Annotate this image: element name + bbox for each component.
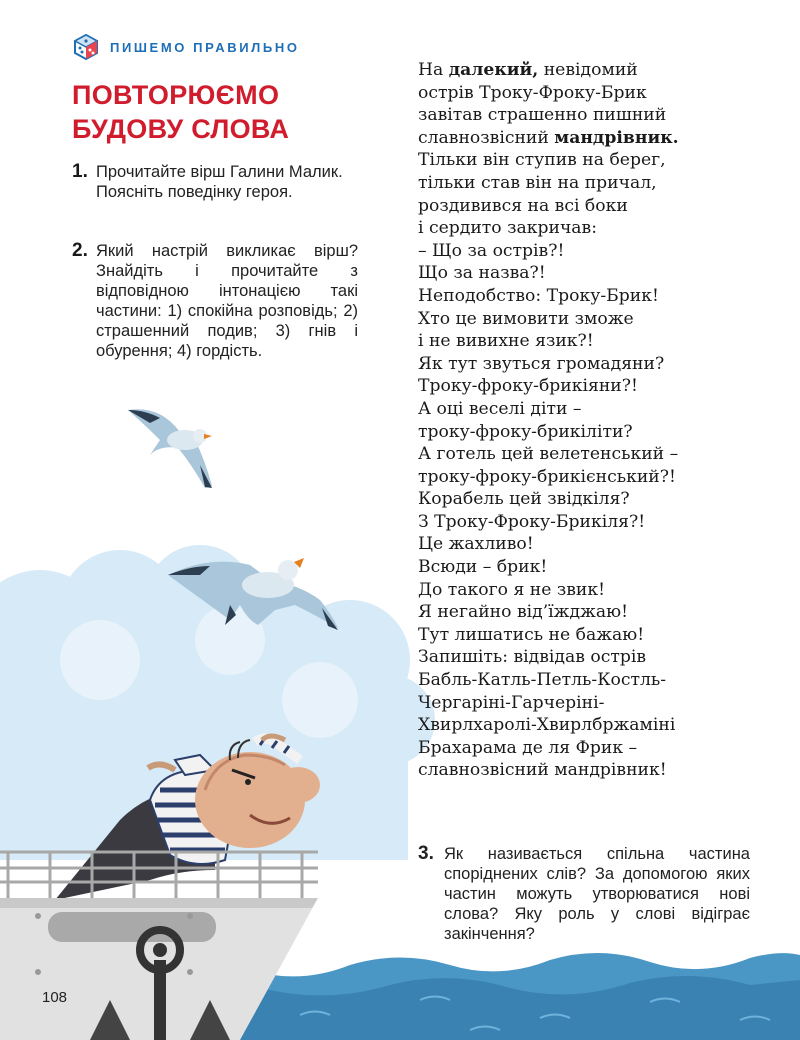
task-text: Як називається спільна частина споріднених слів? За допомогою яких частин можуть утворюватися нові слова? Яку роль у слові відіграє закінчення? — [444, 845, 750, 943]
section-label-text: ПИШЕМО ПРАВИЛЬНО — [110, 39, 300, 55]
page-title-line: ПОВТОРЮЄМО — [72, 80, 280, 110]
poem-text: На — [418, 60, 449, 80]
poem-line: Всюди – брик! — [418, 557, 548, 578]
poem-emphasis: далекий, — [448, 60, 539, 80]
poem-line — [418, 127, 679, 150]
poem-line: славнозвісний мандрівник! — [418, 760, 667, 781]
poem-line: Це жахливо! — [418, 534, 534, 555]
poem-line: Бабль-Катль-Петль-Костль- — [418, 670, 667, 691]
poem-line: Я негайно від’їжджаю! — [418, 602, 628, 623]
poem-line: Тільки він ступив на берег, — [418, 150, 666, 171]
poem-line — [418, 59, 679, 82]
poem-line: Хвирлхаролі-Хвирлбржаміні — [418, 715, 676, 736]
task-number: 3. — [418, 843, 434, 864]
poem-line: і сердито закричав: — [418, 218, 598, 239]
task-2 — [72, 241, 358, 361]
section-label — [72, 33, 300, 61]
dice-icon — [72, 33, 100, 61]
poem-line: троку-фроку-брикієнський?! — [418, 466, 676, 487]
poem-text: невідомий — [538, 60, 638, 80]
poem-line: Що за назва?! — [418, 263, 546, 284]
poem-line: троку-фроку-брикіліти? — [418, 421, 633, 442]
page-title — [72, 78, 289, 146]
poem-line: Чергаріні-Гарчеріні- — [418, 692, 605, 713]
poem-line: тільки став він на причал, — [418, 172, 657, 193]
poem-line: Тут лишатись не бажаю! — [418, 624, 645, 645]
seagull-icon — [128, 409, 212, 488]
page-number: 108 — [42, 989, 68, 1006]
poem-line: острів Троку-Фроку-Брик — [418, 82, 647, 103]
poem-line: Неподобство: Троку-Брик! — [418, 285, 659, 306]
poem-line: Корабель цей звідкіля? — [418, 489, 630, 510]
poem-line: Запишіть: відвідав острів — [418, 647, 647, 668]
task-3 — [418, 844, 750, 944]
poem-line: завітав страшенно пишний — [418, 105, 667, 126]
poem-text: славнозвісний — [418, 127, 555, 148]
task-number: 2. — [72, 240, 88, 261]
task-1 — [72, 162, 352, 202]
task-text: Прочитайте вірш Галини Малик. Поясніть поведінку героя. — [96, 163, 343, 201]
poem-line: роздивився на всі боки — [418, 195, 628, 216]
poem-emphasis: мандрівник. — [554, 127, 679, 148]
task-text: Який настрій викликає вірш? Знайдіть і прочитайте з відповідною інтонацією такі частини: 1) спокійна розповідь; 2) страшенний подив; 3) гнів і обурення; 4) гордість. — [96, 242, 358, 360]
poem-line: До такого я не звик! — [418, 579, 605, 600]
poem-line: А оці веселі діти – — [418, 398, 582, 419]
poem-line: – Що за острів?! — [418, 240, 565, 261]
page-title-line: БУДОВУ СЛОВА — [72, 114, 290, 144]
poem-line: А готель цей велетенський – — [418, 444, 679, 465]
poem-line: Троку-фроку-брикіяни?! — [418, 376, 638, 397]
poem-line: Хто це вимовити зможе — [418, 308, 634, 329]
poem-line: Як тут звуться громадяни? — [418, 353, 665, 374]
poem-line: Брахарама де ля Фрик – — [418, 737, 638, 758]
poem — [418, 59, 679, 782]
poem-line: З Троку-Фроку-Брикіля?! — [418, 511, 646, 532]
task-number: 1. — [72, 161, 88, 182]
poem-line: і не вивихне язик?! — [418, 331, 594, 352]
